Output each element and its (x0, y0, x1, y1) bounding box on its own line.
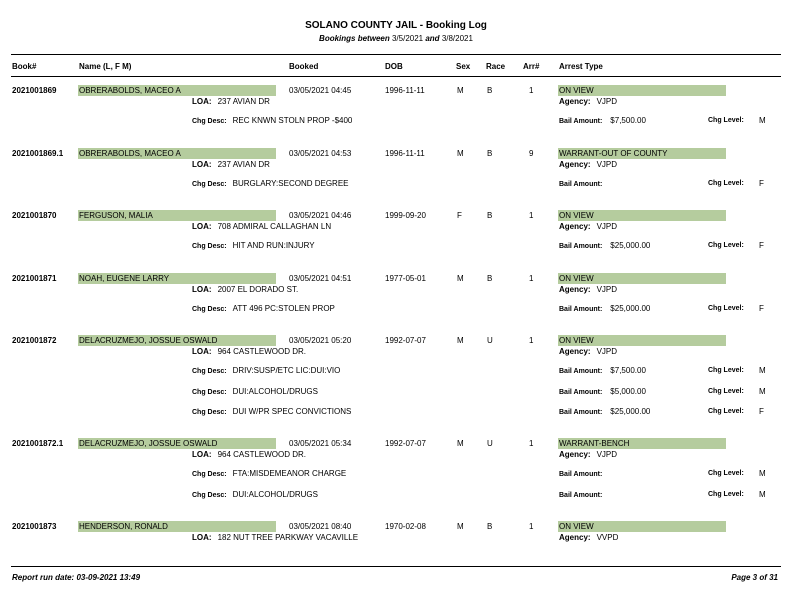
bail-amount-label: Bail Amount: (559, 306, 603, 313)
chg-desc-label: Chg Desc: (192, 243, 227, 250)
bail-amount-line (559, 304, 650, 313)
booked-datetime: 03/05/2021 05:20 (289, 336, 352, 345)
sex: M (457, 439, 464, 448)
chg-desc-label: Chg Desc: (192, 409, 227, 416)
arrest-number: 1 (529, 211, 534, 220)
charge-desc-line (192, 469, 346, 478)
bail-amount-label: Bail Amount: (559, 409, 603, 416)
agency-label: Agency: (559, 97, 591, 106)
charge-description: HIT AND RUN:INJURY (232, 241, 315, 250)
book-number: 2021001869 (12, 86, 57, 95)
race: U (487, 439, 493, 448)
arrest-type-cell (558, 210, 726, 221)
agency-line (559, 347, 617, 356)
charge-level: F (759, 179, 764, 188)
race: U (487, 336, 493, 345)
book-number: 2021001873 (12, 522, 57, 531)
inmate-name: OBRERABOLDS, MACEO A (78, 148, 276, 159)
loa-label: LOA: (192, 450, 212, 459)
loa-line (192, 222, 331, 231)
booking-record (0, 334, 792, 416)
agency-line (559, 222, 617, 231)
report-title: SOLANO COUNTY JAIL - Booking Log (305, 20, 487, 31)
loa-label: LOA: (192, 97, 212, 106)
bail-amount-label: Bail Amount: (559, 118, 603, 125)
sex: F (457, 211, 462, 220)
charge-level: M (759, 116, 766, 125)
bail-amount-label: Bail Amount: (559, 471, 603, 478)
booked-datetime: 03/05/2021 04:45 (289, 86, 352, 95)
arrest-type-cell (558, 148, 726, 159)
race: B (487, 149, 493, 158)
charge-desc-line (192, 387, 318, 396)
chg-level-label: Chg Level: (708, 367, 744, 374)
book-number: 2021001871 (12, 274, 57, 283)
sex: M (457, 522, 464, 531)
arrest-type: ON VIEW (558, 335, 726, 346)
arrest-number: 1 (529, 86, 534, 95)
agency-code: VJPD (596, 285, 618, 294)
bail-amount: $5,000.00 (610, 386, 646, 396)
inmate-name: OBRERABOLDS, MACEO A (78, 85, 276, 96)
bail-amount-line (559, 469, 610, 478)
agency-line (559, 450, 617, 459)
loa-address: 237 AVIAN DR (217, 97, 270, 106)
bail-amount-line (559, 490, 610, 499)
charge-description: REC KNWN STOLN PROP -$400 (232, 116, 353, 125)
col-header-booked: Booked (289, 62, 319, 71)
booking-record (0, 209, 792, 279)
bail-amount-line (559, 179, 610, 188)
book-number: 2021001872.1 (12, 439, 64, 448)
agency-line (559, 160, 617, 169)
charge-desc-line (192, 116, 352, 125)
inmate-name: FERGUSON, MALIA (78, 210, 276, 221)
agency-line (559, 533, 618, 542)
charge-desc-line (192, 304, 335, 313)
charge-description: DRIV:SUSP/ETC LIC:DUI:VIO (232, 366, 341, 375)
col-header-dob: DOB (385, 62, 403, 71)
arrest-type-cell (558, 335, 726, 346)
loa-line (192, 450, 306, 459)
chg-level-label: Chg Level: (708, 490, 744, 498)
col-header-sex: Sex (456, 62, 471, 71)
date-of-birth: 1996-11-11 (385, 149, 425, 158)
book-number: 2021001872 (12, 336, 57, 345)
inmate-name: DELACRUZMEJO, JOSSUE OSWALD (78, 335, 276, 346)
charge-description: FTA:MISDEMEANOR CHARGE (232, 469, 347, 478)
col-header-arr: Arr# (523, 62, 540, 71)
chg-desc-label: Chg Desc: (192, 118, 227, 125)
loa-label: LOA: (192, 222, 212, 231)
charge-level: F (759, 407, 764, 416)
bail-amount-label: Bail Amount: (559, 368, 603, 375)
bail-amount-line (559, 387, 646, 396)
arrest-type-cell (558, 85, 726, 96)
arrest-type-cell (558, 273, 726, 284)
chg-level-label: Chg Level: (708, 305, 744, 312)
chg-desc-label: Chg Desc: (192, 471, 227, 478)
arrest-type: WARRANT-OUT OF COUNTY (558, 148, 726, 159)
book-number: 2021001869.1 (12, 149, 64, 158)
loa-address: 964 CASTLEWOOD DR. (217, 450, 307, 459)
charge-level: M (759, 469, 766, 478)
subtitle-prefix: Bookings between (319, 34, 390, 43)
inmate-name: HENDERSON, RONALD (78, 521, 276, 532)
loa-address: 237 AVIAN DR (217, 160, 270, 169)
charge-level: F (759, 304, 764, 313)
booked-datetime: 03/05/2021 04:46 (289, 211, 352, 220)
arrest-number: 1 (529, 522, 534, 531)
charge-description: ATT 496 PC:STOLEN PROP (232, 304, 335, 313)
loa-address: 708 ADMIRAL CALLAGHAN LN (217, 222, 332, 231)
loa-label: LOA: (192, 533, 212, 542)
bail-amount-label: Bail Amount: (559, 491, 603, 499)
charge-desc-line (192, 241, 315, 250)
col-header-book: Book# (12, 62, 37, 71)
chg-level-label: Chg Level: (708, 117, 744, 124)
date-of-birth: 1977-05-01 (385, 274, 426, 283)
inmate-name-cell (78, 85, 276, 96)
arrest-type: ON VIEW (558, 85, 726, 96)
charge-level: M (759, 386, 766, 396)
date-of-birth: 1992-07-07 (385, 439, 426, 448)
arrest-type-cell (558, 438, 726, 449)
start-date: 3/5/2021 (391, 34, 424, 43)
booked-datetime: 03/05/2021 08:40 (289, 522, 352, 531)
charge-description: DUI:ALCOHOL/DRUGS (232, 386, 318, 396)
charge-desc-line (192, 179, 349, 188)
bail-amount-line (559, 116, 646, 125)
arrest-number: 1 (529, 336, 534, 345)
inmate-name-cell (78, 521, 276, 532)
agency-line (559, 285, 617, 294)
loa-line (192, 347, 306, 356)
page-number: Page 3 of 31 (731, 573, 778, 582)
arrest-type: WARRANT-BENCH (558, 438, 726, 449)
booking-record (0, 272, 792, 342)
sex: M (457, 149, 464, 158)
booked-datetime: 03/05/2021 04:53 (289, 149, 352, 158)
inmate-name-cell (78, 273, 276, 284)
charge-description: BURGLARY:SECOND DEGREE (232, 179, 349, 188)
booked-datetime: 03/05/2021 04:51 (289, 274, 352, 283)
loa-label: LOA: (192, 160, 212, 169)
charge-description: DUI:ALCOHOL/DRUGS (232, 489, 318, 499)
footer-rule (11, 566, 781, 567)
report-run-date: Report run date: 03-09-2021 13:49 (12, 573, 141, 582)
col-header-arrest-type: Arrest Type (559, 62, 603, 71)
agency-code: VJPD (596, 222, 618, 231)
inmate-name-cell (78, 210, 276, 221)
loa-line (192, 533, 358, 542)
bail-amount: $25,000.00 (610, 304, 651, 313)
inmate-name: DELACRUZMEJO, JOSSUE OSWALD (78, 438, 276, 449)
arrest-number: 9 (529, 149, 534, 158)
charge-description: DUI W/PR SPEC CONVICTIONS (232, 407, 352, 416)
loa-label: LOA: (192, 285, 212, 294)
loa-address: 964 CASTLEWOOD DR. (217, 347, 307, 356)
loa-line (192, 285, 298, 294)
inmate-name: NOAH, EUGENE LARRY (78, 273, 276, 284)
inmate-name-cell (78, 148, 276, 159)
booking-record (0, 84, 792, 154)
bail-amount-label: Bail Amount: (559, 181, 603, 188)
end-date: 3/8/2021 (441, 34, 473, 43)
arrest-type-cell (558, 521, 726, 532)
col-header-race: Race (486, 62, 506, 71)
arrest-number: 1 (529, 274, 534, 283)
bail-amount: $25,000.00 (610, 241, 651, 250)
chg-desc-label: Chg Desc: (192, 306, 227, 313)
loa-address: 2007 EL DORADO ST. (217, 285, 299, 294)
charge-desc-line (192, 407, 351, 416)
inmate-name-cell (78, 438, 276, 449)
col-header-name: Name (L, F M) (79, 62, 132, 71)
chg-level-label: Chg Level: (708, 242, 744, 249)
agency-code: VJPD (596, 347, 618, 356)
date-of-birth: 1992-07-07 (385, 336, 426, 345)
agency-label: Agency: (559, 450, 591, 459)
inmate-name-cell (78, 335, 276, 346)
agency-label: Agency: (559, 222, 591, 231)
agency-label: Agency: (559, 285, 591, 294)
sex: M (457, 274, 464, 283)
race: B (487, 274, 493, 283)
subtitle-and: and (425, 34, 440, 43)
date-of-birth: 1970-02-08 (385, 522, 426, 531)
bail-amount-line (559, 407, 650, 416)
agency-code: VJPD (596, 450, 618, 459)
chg-desc-label: Chg Desc: (192, 491, 227, 499)
agency-code: VJPD (596, 160, 618, 169)
booking-record (0, 437, 792, 507)
bail-amount: $25,000.00 (610, 407, 651, 416)
chg-level-label: Chg Level: (708, 470, 744, 477)
arrest-type: ON VIEW (558, 273, 726, 284)
book-number: 2021001870 (12, 211, 57, 220)
agency-label: Agency: (559, 160, 591, 169)
arrest-type: ON VIEW (558, 210, 726, 221)
charge-desc-line (192, 490, 318, 499)
sex: M (457, 336, 464, 345)
sex: M (457, 86, 464, 95)
bail-amount: $7,500.00 (610, 366, 646, 375)
arrest-number: 1 (529, 439, 534, 448)
bail-amount-label: Bail Amount: (559, 243, 603, 250)
loa-label: LOA: (192, 347, 212, 356)
bail-amount-line (559, 366, 646, 375)
agency-label: Agency: (559, 347, 591, 356)
charge-level: M (759, 366, 766, 375)
charge-level: M (759, 489, 766, 499)
agency-code: VJPD (596, 97, 618, 106)
agency-code: VVPD (596, 533, 619, 542)
booked-datetime: 03/05/2021 05:34 (289, 439, 352, 448)
booking-record (0, 147, 792, 217)
chg-desc-label: Chg Desc: (192, 181, 227, 188)
bail-amount-label: Bail Amount: (559, 388, 603, 396)
bail-amount: $7,500.00 (610, 116, 646, 125)
race: B (487, 522, 493, 531)
loa-address: 182 NUT TREE PARKWAY VACAVILLE (217, 533, 359, 542)
agency-line (559, 97, 617, 106)
chg-level-label: Chg Level: (708, 387, 744, 395)
chg-desc-label: Chg Desc: (192, 388, 227, 396)
chg-level-label: Chg Level: (708, 180, 744, 187)
loa-line (192, 160, 270, 169)
date-of-birth: 1996-11-11 (385, 86, 425, 95)
charge-desc-line (192, 366, 340, 375)
chg-level-label: Chg Level: (708, 408, 744, 415)
bail-amount-line (559, 241, 650, 250)
arrest-type: ON VIEW (558, 521, 726, 532)
date-of-birth: 1999-09-20 (385, 211, 426, 220)
agency-label: Agency: (559, 533, 591, 542)
loa-line (192, 97, 270, 106)
charge-level: F (759, 241, 764, 250)
race: B (487, 86, 493, 95)
chg-desc-label: Chg Desc: (192, 368, 227, 375)
race: B (487, 211, 493, 220)
